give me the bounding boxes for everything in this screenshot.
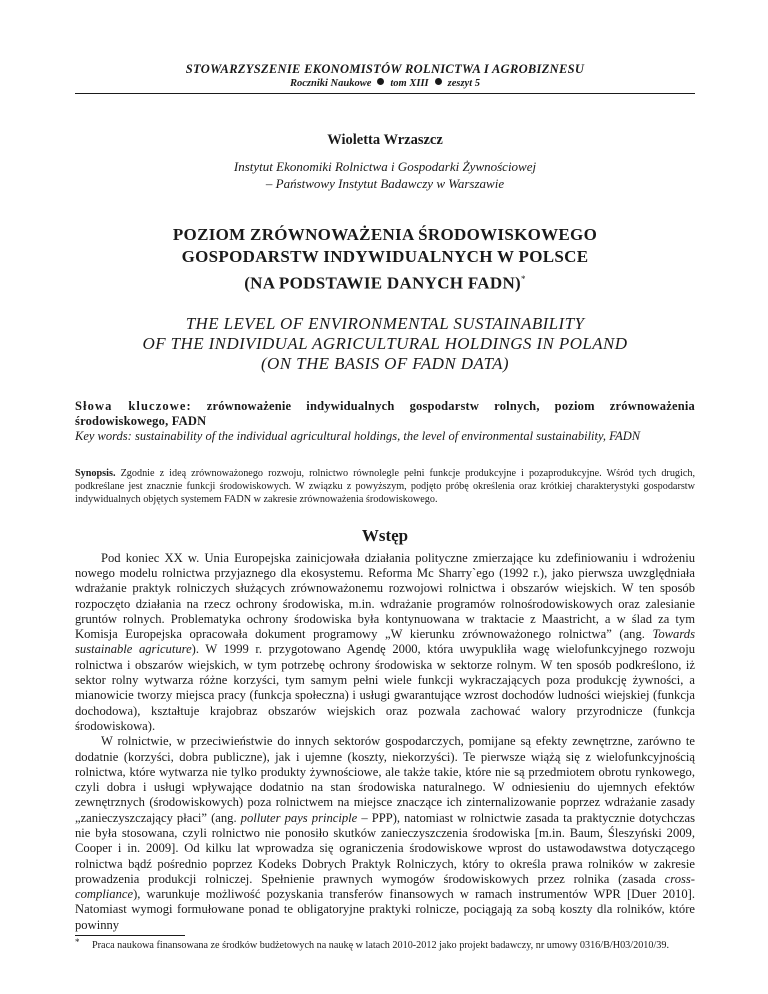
title-footnote-mark[interactable]: * [521, 274, 526, 284]
keywords-pl-label: Słowa kluczowe: [75, 398, 192, 413]
title-en-line-2: OF THE INDIVIDUAL AGRICULTURAL HOLDINGS IN POLAND [142, 333, 628, 353]
title-pl-line-1: POZIOM ZRÓWNOWAŻENIA ŚRODOWISKOWEGO [172, 225, 598, 244]
affiliation-line-2: – Państwowy Instytut Badawczy w Warszawie [265, 176, 505, 191]
title-english [75, 314, 695, 374]
keywords-polish [75, 399, 695, 429]
keywords-en-label: Key words: [75, 428, 132, 443]
section-heading: Wstęp [361, 525, 409, 545]
synopsis-label: Synopsis. [75, 467, 116, 479]
affiliation [75, 158, 695, 192]
footnote-mark: * [75, 937, 80, 948]
synopsis-text: Zgodnie z ideą zrównoważonego rozwoju, rolnictwo równolegle pełni funkcje produkcyjne i pozaprodukcyjne. Wśród tych drugich, podkreślane jest znacznie funkcji środowiskowych. W związku z powyższym, podjęto próbę określenia oraz krótkiej charakterystyki gospodarstw indywidualnych objętych systemem FADN w zakresie zrównoważenia środowiskowego. [75, 467, 695, 505]
title-polish [75, 224, 695, 295]
paper-page [75, 62, 695, 952]
keywords-en-text: sustainability of the individual agricultural holdings, the level of environmental sustainability, FADN [134, 428, 641, 443]
bullet-icon [377, 78, 384, 85]
author-name: Wioletta Wrzaszcz [327, 132, 443, 148]
title-en-line-3: (ON THE BASIS OF FADN DATA) [261, 353, 509, 373]
journal-volume: tom XIII [390, 78, 429, 89]
body-paragraph-2: W rolnictwie, w przeciwieństwie do innych sektorów gospodarczych, pomijane są efekty zewnętrzne, zarówno te dodatnie (korzyści, dobra publiczne), jak i ujemne (koszty, niekorzyści). Te pierwsze wiążą się z wielofunkcyjnością rolnictwa, które wytwarza nie tylko produkty żywnościowe, ale także takie, które nie są przedmiotem obrotu rynkowego, czyli dobra i usługi wpływające dodatnio na stan środowiska naturalnego. W odniesieniu do ujemnych efektów zewnętrznych (środowiskowych) poza rolnictwem na miejsce znaczące ich zinternalizowanie poprzez wdrażanie zasady „zanieczyszczający płaci” (ang. polluter pays principle – PPP), natomiast w rolnictwie zasada ta praktycznie dotychczas nie była stosowana, czyli rolnictwo nie ponosiło skutków zanieczyszczenia środowiska [m.in. Baum, Śleszyński 2009, Cooper i in. 2009]. Od kilku lat wprowadza się ograniczenia środowiskowe wprost do ustawodawstwa dotyczącego rolnictwa bądź pośrednio poprzez Kodeks Dobrych Praktyk Rolniczych, który to określa prawa rolników w zakresie prowadzenia produkcji rolniczej. Spełnienie prawnych wymogów środowiskowych przez rolnika (zasada cross-compliance), warunkuje możliwość pozyskania transferów finansowych w ramach instrumentów WPR [Duer 2010]. Natomiast wymogi formułowane ponad te obligatoryjne praktyki rolnicze, pociągają za sobą koszty dla rolników, które powinny [75, 734, 695, 932]
synopsis [75, 467, 695, 506]
title-en-line-1: THE LEVEL OF ENVIRONMENTAL SUSTAINABILITY [185, 313, 585, 333]
journal-issue-line [75, 78, 695, 89]
journal-series: Roczniki Naukowe [290, 78, 372, 89]
keywords-pl-text: zrównoważenie indywidualnych gospodarstw rolnych, poziom zrównoważenia środowiskowego, FADN [75, 398, 695, 428]
footnote-rule [75, 935, 185, 936]
footnote [75, 939, 695, 952]
bullet-icon [435, 78, 442, 85]
keywords-english [75, 429, 695, 444]
header-rule [75, 93, 695, 94]
journal-issue: zeszyt 5 [447, 78, 480, 89]
body-paragraph-1: Pod koniec XX w. Unia Europejska zainicjowała działania polityczne zmierzające ku zdefiniowaniu i wdrożeniu nowego modelu rolnictwa przyjaznego dla ekosystemu. Reforma Mc Sharry`ego (1992 r.), jako pierwsza uwzględniała wdrażanie praktyk rolniczych służących zrównoważonemu rozwojowi rolnictwa i obszarów wiejskich. W ten sposób rozpoczęto działania na rzecz ochrony środowiska, m.in. wdrażanie programów rolnośrodowiskowych oraz zalesianie gruntów rolnych. Problematyka ochrony środowiska była kontynuowana w traktacie z Maastricht, a w ślad za tym Komisja Europejska opracowała dokument programowy „W kierunku zrównoważonego rolnictwa” (ang. Towards sustainable agricuture). W 1999 r. przygotowano Agendę 2000, która uwypukliła wagę wielofunkcyjnego rozwoju rolnictwa i obszarów wiejskich, w tym potrzebę ochrony środowiska w sektorze rolnym. W ten sposób podkreślono, iż sektor rolny wytwarza różne korzyści, tym samym pełni wiele funkcji wykraczających poza produkcję żywności, a mianowicie tworzy miejsca pracy (funkcja społeczna) i usługi gwarantujące wzrost dochodów ludności wiejskiej (funkcja dochodowa), kształtuje krajobraz obszarów wiejskich oraz pozwala zachować walory przyrodnicze (funkcja środowiskowa). [75, 550, 695, 733]
title-pl-line-2: GOSPODARSTW INDYWIDUALNYCH W POLSCE [181, 247, 589, 266]
affiliation-line-1: Instytut Ekonomiki Rolnictwa i Gospodarki Żywnościowej [233, 159, 537, 174]
title-pl-line-3: (NA PODSTAWIE DANYCH FADN)* [244, 273, 526, 293]
journal-title: STOWARZYSZENIE EKONOMISTÓW ROLNICTWA I AGROBIZNESU [185, 62, 585, 76]
footnote-text: Praca naukowa finansowana ze środków budżetowych na naukę w latach 2010-2012 jako projekt badawczy, nr umowy 0316/B/H03/2010/39. [92, 940, 670, 952]
